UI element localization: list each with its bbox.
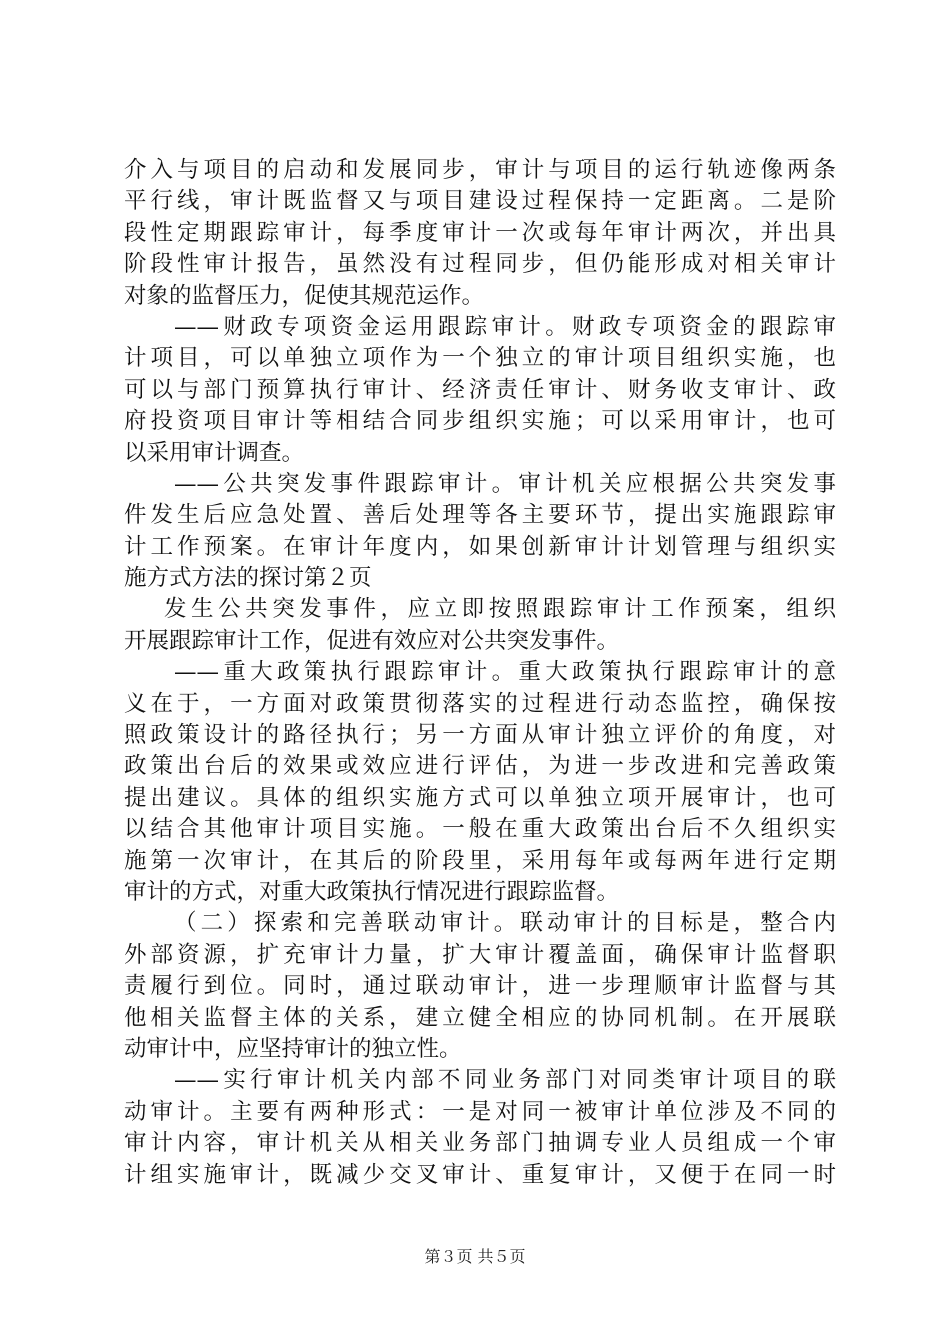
text-line: ——重大政策执行跟踪审计。重大政策执行跟踪审计的意 [174,659,836,686]
text-line: 施方式方法的探讨第２页 [124,565,372,592]
text-line: 阶段性审计报告，虽然没有过程同步，但仍能形成对相关审计 [124,251,836,278]
page-footer: 第３页 共５页 [424,1247,526,1266]
text-line: 外部资源，扩充审计力量，扩大审计覆盖面，确保审计监督职 [124,941,836,968]
text-line: 政策出台后的效果或效应进行评估，为进一步改进和完善政策 [124,753,836,780]
text-line: 介入与项目的启动和发展同步，审计与项目的运行轨迹像两条 [124,157,836,183]
text-line: 计组实施审计，既减少交叉审计、重复审计，又便于在同一时 [124,1161,836,1188]
text-line: 对象的监督压力，促使其规范运作。 [124,282,485,309]
text-line: ——实行审计机关内部不同业务部门对同类审计项目的联 [174,1067,836,1094]
text-line: 提出建议。具体的组织实施方式可以单独立项开展审计，也可 [124,784,836,811]
text-line: 可以与部门预算执行审计、经济责任审计、财务收支审计、政 [124,376,836,403]
text-line: 审计的方式，对重大政策执行情况进行跟踪监督。 [124,878,620,905]
text-line: 件发生后应急处置、善后处理等各主要环节，提出实施跟踪审 [124,502,836,529]
text-line: 段性定期跟踪审计，每季度审计一次或每年审计两次，并出具 [124,219,836,246]
text-line: 开展跟踪审计工作，促进有效应对公共突发事件。 [124,627,620,654]
text-line: 施第一次审计，在其后的阶段里，采用每年或每两年进行定期 [124,847,836,874]
document-body [124,155,836,1191]
text-line: 发生公共突发事件，应立即按照跟踪审计工作预案，组织 [164,596,836,623]
text-line: 平行线，审计既监督又与项目建设过程保持一定距离。二是阶 [124,188,836,215]
text-line: 他相关监督主体的关系，建立健全相应的协同机制。在开展联 [124,1004,836,1031]
text-line: 义在于，一方面对政策贯彻落实的过程进行动态监控，确保按 [124,690,836,717]
text-line: 府投资项目审计等相结合同步组织实施；可以采用审计，也可 [124,408,836,435]
text-line: 审计内容，审计机关从相关业务部门抽调专业人员组成一个审 [124,1130,836,1157]
text-line: 动审计中，应坚持审计的独立性。 [124,1035,462,1062]
text-line: 以采用审计调查。 [124,439,305,466]
text-line: 计工作预案。在审计年度内，如果创新审计计划管理与组织实 [124,533,836,560]
text-line: ——财政专项资金运用跟踪审计。财政专项资金的跟踪审 [174,313,836,340]
text-line: 责履行到位。同时，通过联动审计，进一步理顺审计监督与其 [124,973,836,1000]
text-line: 照政策设计的路径执行；另一方面从审计独立评价的角度，对 [124,722,836,749]
text-line: 计项目，可以单独立项作为一个独立的审计项目组织实施，也 [124,345,836,372]
text-line: 动审计。主要有两种形式：一是对同一被审计单位涉及不同的 [124,1098,836,1125]
text-line: 以结合其他审计项目实施。一般在重大政策出台后不久组织实 [124,816,836,843]
text-line: ——公共突发事件跟踪审计。审计机关应根据公共突发事 [174,470,836,497]
text-line: （二）探索和完善联动审计。联动审计的目标是，整合内 [174,910,836,937]
